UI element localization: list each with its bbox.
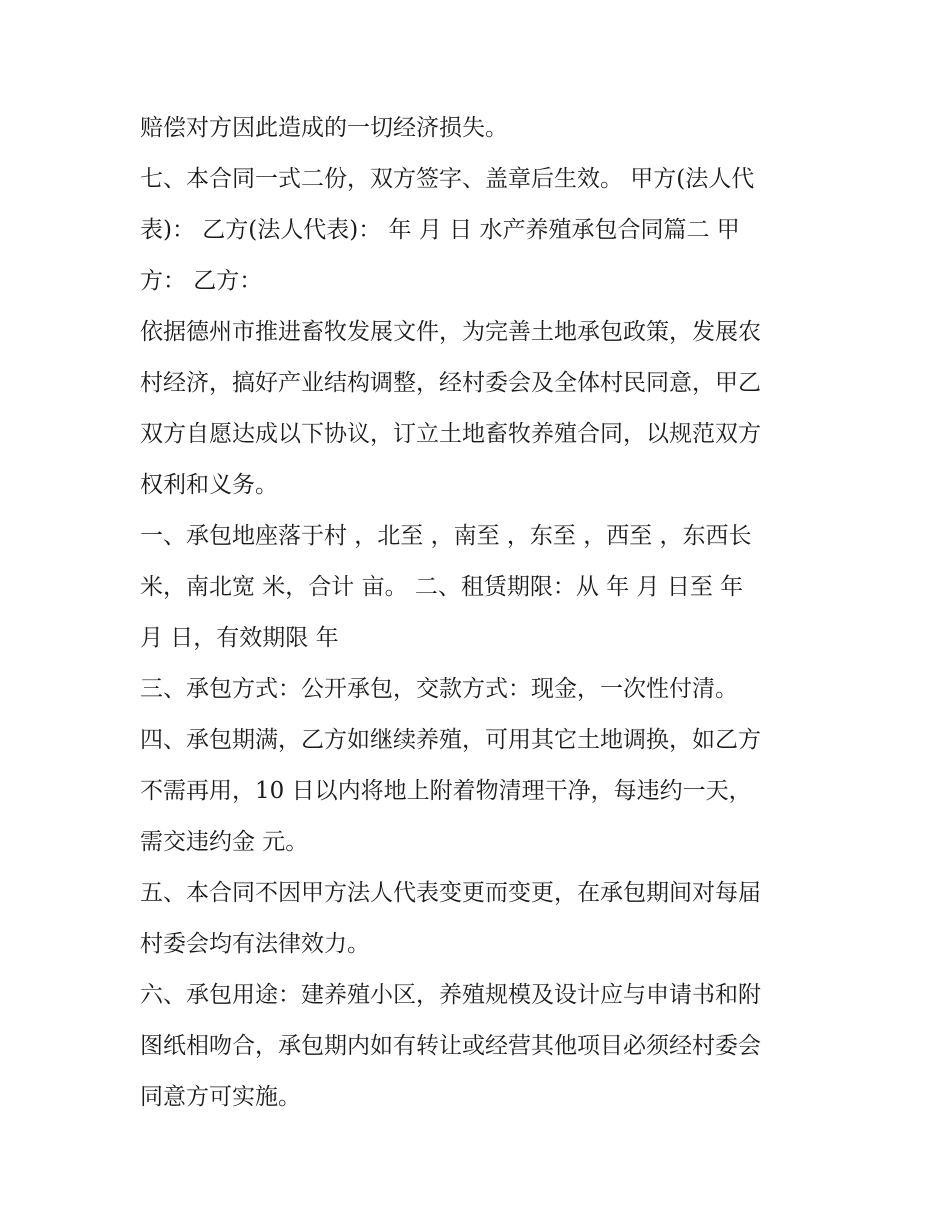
text-line: 不需再用，10 日以内将地上附着物清理干净，每违约一天，: [140, 778, 752, 804]
contract-text-body: [140, 103, 820, 1123]
text-line: 同意方可实施。: [140, 1084, 301, 1110]
text-line: 三、承包方式：公开承包，交款方式：现金，一次性付清。: [140, 676, 738, 702]
text-line: 图纸相吻合，承包期内如有转让或经营其他项目必须经村委会: [140, 1033, 761, 1059]
text-line: 一、承包地座落于村 ，北至 ，南至 ，东至 ，西至 ，东西长: [140, 523, 752, 549]
text-line: 权利和义务。: [140, 472, 278, 498]
text-line: 方： 乙方：: [140, 268, 263, 294]
text-line: 米，南北宽 米，合计 亩。 二、租赁期限：从 年 月 日至 年: [140, 574, 744, 600]
text-line: 四、承包期满，乙方如继续养殖，可用其它土地调换，如乙方: [140, 727, 761, 753]
text-line: 依据德州市推进畜牧发展文件，为完善土地承包政策，发展农: [140, 319, 761, 345]
text-line: 表)： 乙方(法人代表)： 年 月 日 水产养殖承包合同篇二 甲: [140, 217, 740, 243]
text-line: 赔偿对方因此造成的一切经济损失。: [140, 115, 508, 141]
text-line: 五、本合同不因甲方法人代表变更而变更，在承包期间对每届: [140, 880, 761, 906]
text-line: 村委会均有法律效力。: [140, 931, 370, 957]
text-line: 月 日，有效期限 年: [140, 625, 339, 651]
text-line: 双方自愿达成以下协议，订立土地畜牧养殖合同，以规范双方: [140, 421, 761, 447]
text-line: 七、本合同一式二份，双方签字、盖章后生效。 甲方(法人代: [140, 166, 755, 192]
text-line: 六、承包用途：建养殖小区，养殖规模及设计应与申请书和附: [140, 982, 761, 1008]
text-line: 村经济，搞好产业结构调整，经村委会及全体村民同意，甲乙: [140, 370, 761, 396]
text-line: 需交违约金 元。: [140, 829, 309, 855]
